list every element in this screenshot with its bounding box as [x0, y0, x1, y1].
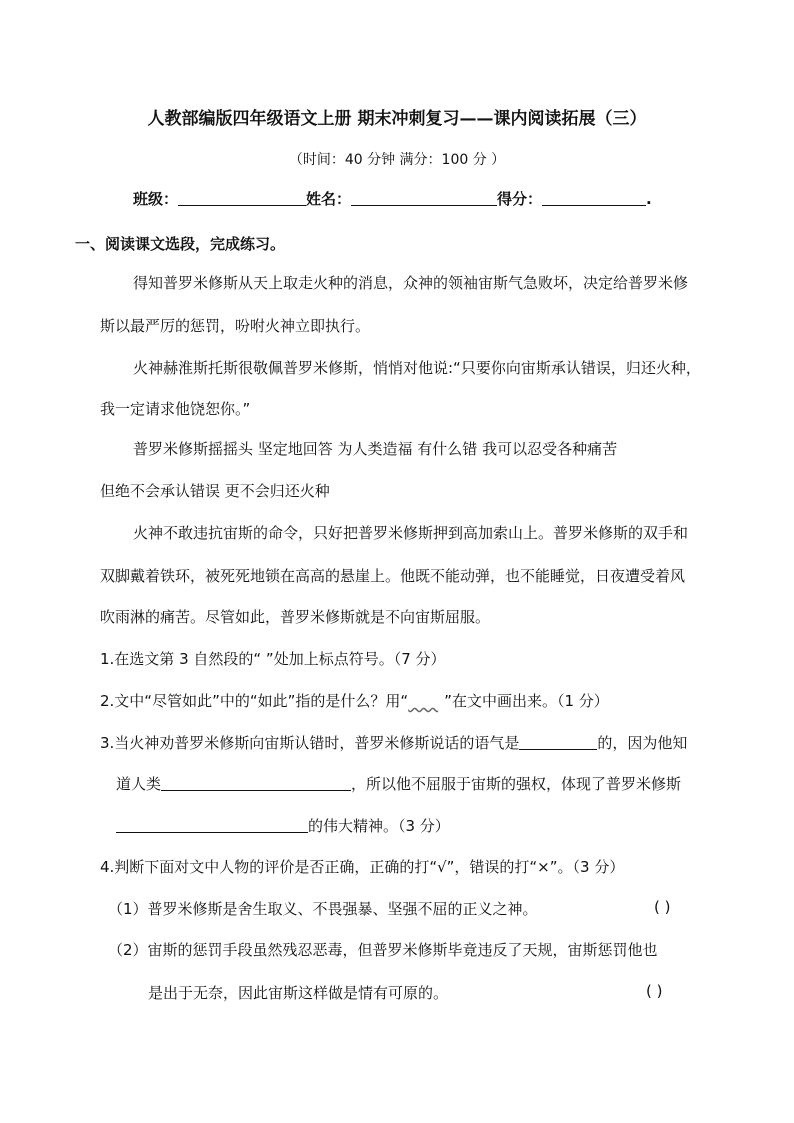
- question-3-text-a: 3.当火神劝普罗米修斯向宙斯认错时，普罗米修斯说话的语气是: [100, 734, 520, 752]
- question-3-text-e: 的伟大精神。（3 分）: [308, 817, 450, 835]
- question-3-line-3: [116, 815, 450, 836]
- question-3-line-2: [116, 773, 681, 794]
- question-4: 4.判断下面对文中人物的评价是否正确，正确的打“√”，错误的打“×”。（3 分）: [100, 858, 625, 876]
- passage-line-3: 火神赫淮斯托斯很敬佩普罗米修斯，悄悄对他说:“只要你向宙斯承认错误，归还火种，: [133, 359, 701, 377]
- question-3-text-b: 的，因为他知: [597, 734, 688, 752]
- question-2-text-b: ”在文中画出来。（1 分）: [444, 692, 609, 710]
- class-label: 班级：: [133, 190, 179, 208]
- passage-line-8: 双脚戴着铁环，被死死地锁在高高的悬崖上。他既不能动弹，也不能睡觉，日夜遭受着风: [100, 567, 686, 585]
- score-label: 得分：: [497, 190, 543, 208]
- passage-line-4: 我一定请求他饶恕你。”: [100, 400, 251, 418]
- answer-paren-2[interactable]: ( ): [646, 982, 663, 1000]
- question-2: [100, 690, 609, 711]
- q3-blank-spirit[interactable]: [116, 816, 308, 833]
- name-field[interactable]: [351, 189, 497, 206]
- question-1: 1.在选文第 3 自然段的“ ”处加上标点符号。（7 分）: [100, 650, 446, 668]
- q3-blank-reason[interactable]: [161, 774, 351, 791]
- answer-paren-1[interactable]: ( ): [654, 898, 671, 916]
- question-3-line-1: [100, 732, 687, 753]
- question-2-text-a: 2.文中“尽管如此”中的“如此”指的是什么？用“: [100, 692, 409, 710]
- q3-blank-tone[interactable]: [519, 733, 597, 750]
- score-field[interactable]: [542, 189, 646, 206]
- passage-line-1: 得知普罗米修斯从天上取走火种的消息，众神的领袖宙斯气急败坏，决定给普罗米修: [133, 274, 689, 292]
- exam-time-score: （时间：40 分钟 满分：100 分 ）: [288, 152, 506, 168]
- name-label: 姓名：: [306, 190, 352, 208]
- page-title: 人教部编版四年级语文上册 期末冲刺复习——课内阅读拓展（三）: [147, 109, 647, 129]
- passage-line-9: 吹雨淋的痛苦。尽管如此，普罗米修斯就是不向宙斯屈服。: [100, 608, 491, 626]
- question-3-text-c: 道人类: [116, 775, 162, 793]
- passage-line-2: 斯以最严厉的惩罚，吩咐火神立即执行。: [100, 317, 371, 335]
- question-4-item-2-line-1: （2）宙斯的惩罚手段虽然残忍恶毒，但普罗米修斯毕竟违反了天规，宙斯惩罚他也: [108, 941, 658, 959]
- passage-line-5: 普罗米修斯摇摇头 坚定地回答 为人类造福 有什么错 我可以忍受各种痛苦: [133, 440, 618, 458]
- class-field[interactable]: [178, 189, 306, 206]
- section-heading: 一、阅读课文选段，完成练习。: [75, 235, 286, 253]
- end-mark: .: [646, 190, 652, 208]
- student-info-row: [133, 188, 652, 209]
- question-4-item-2-line-2: 是出于无奈，因此宙斯这样做是情有可原的。: [148, 984, 449, 1002]
- question-3-text-d: ，所以他不屈服于宙斯的强权，体现了普罗米修斯: [351, 775, 682, 793]
- passage-line-6: 但绝不会承认错误 更不会归还火种: [100, 482, 330, 500]
- passage-line-7: 火神不敢违抗宙斯的命令，只好把普罗米修斯押到高加索山上。普罗米修斯的双手和: [133, 524, 689, 542]
- wavy-line-mark: [408, 692, 444, 710]
- question-4-item-1: （1）普罗米修斯是舍生取义、不畏强暴、坚强不屈的正义之神。: [108, 900, 538, 918]
